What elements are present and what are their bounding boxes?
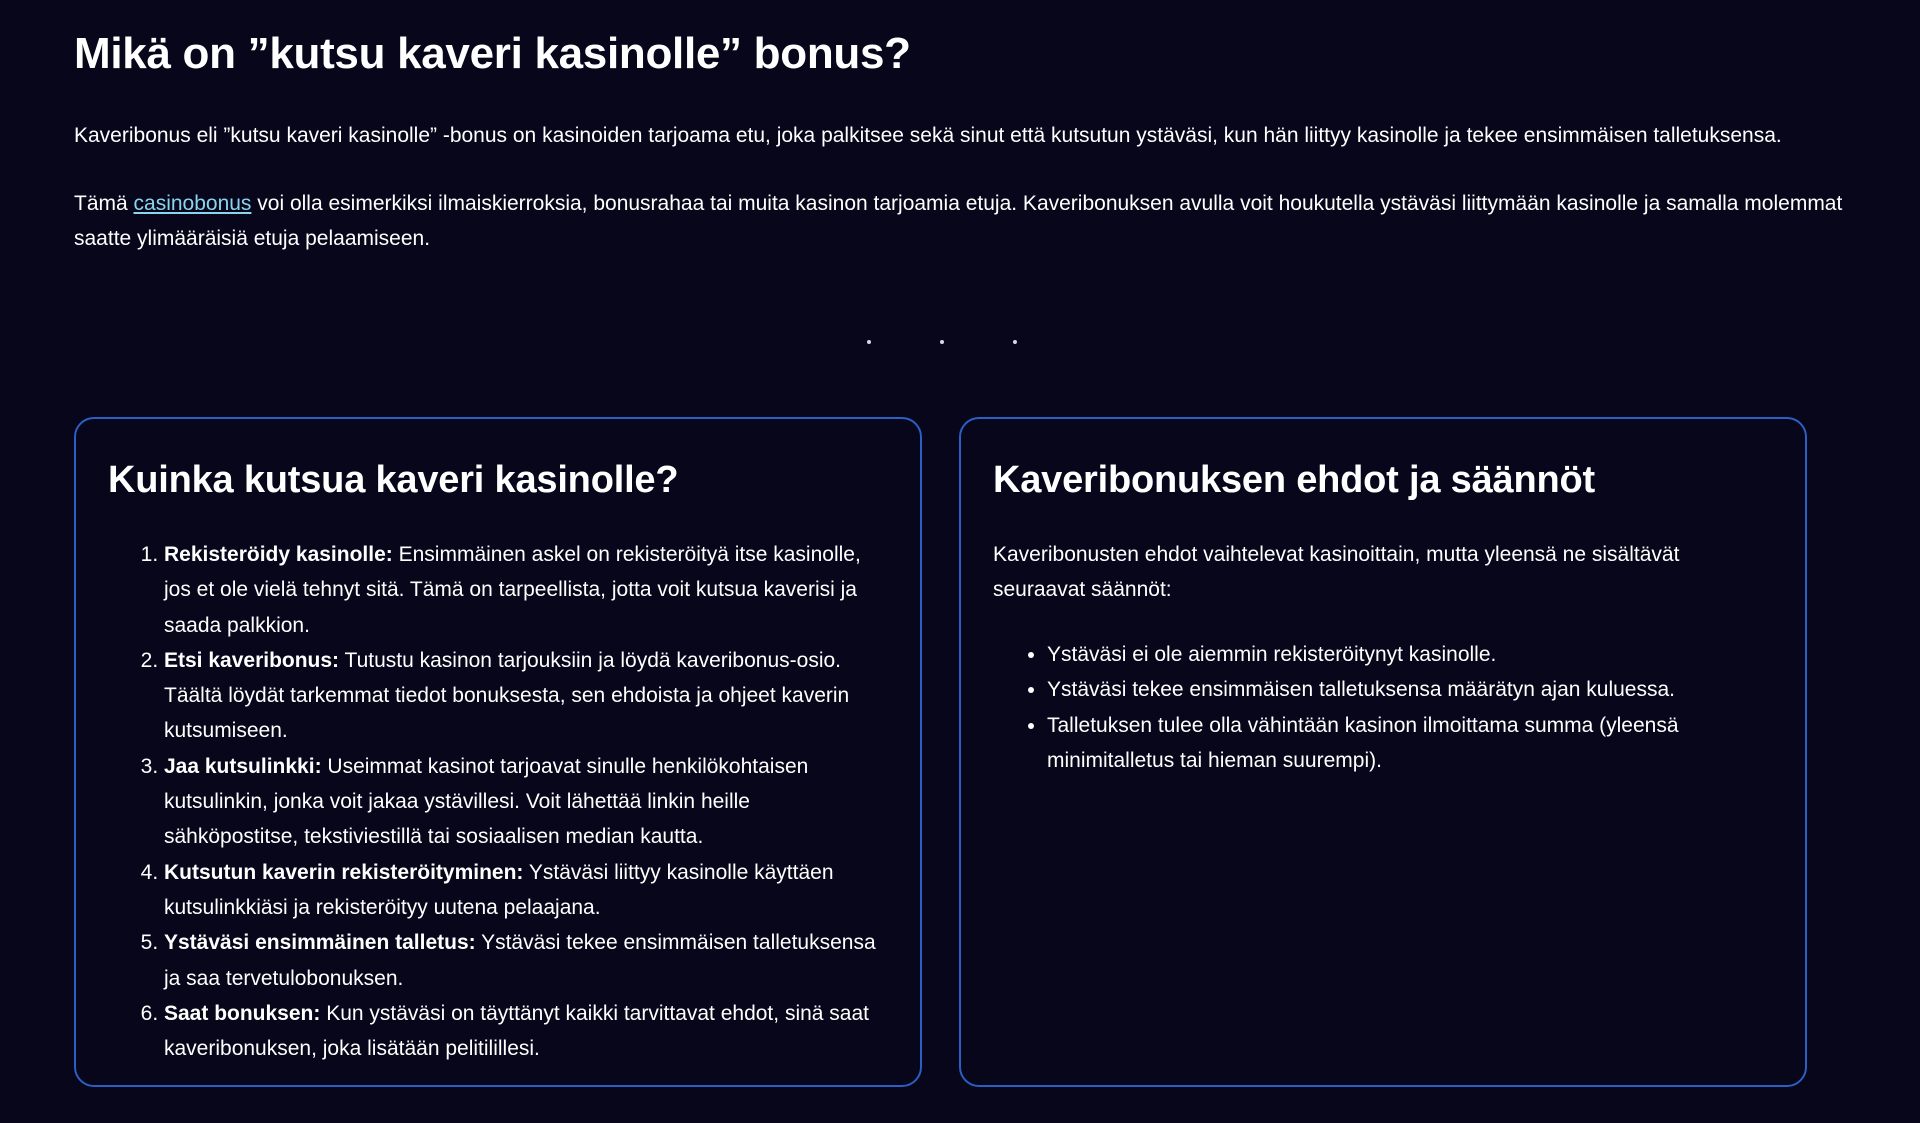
- carousel-dots: [74, 340, 1846, 356]
- step-text: Useimmat kasinot tarjoavat sinulle henkilökohtaisen kutsulinkin, jonka voit jakaa ystävillesi. Voit lähettää linkin heille sähköpostitse, tekstiviestillä tai sosiaalisen median kautta.: [164, 754, 809, 849]
- step-label: Jaa kutsulinkki:: [164, 754, 322, 778]
- bonus-terms-description: Kaveribonusten ehdot vaihtelevat kasinoittain, mutta yleensä ne sisältävät seuraavat säännöt:: [993, 543, 1680, 601]
- step-label: Ystäväsi ensimmäinen talletus:: [164, 931, 476, 955]
- step-text: Ystäväsi tekee ensimmäisen talletuksensa ja saa tervetulobonuksen.: [164, 931, 876, 990]
- step-label: Rekisteröidy kasinolle:: [164, 543, 393, 566]
- list-item: [164, 855, 890, 926]
- list-item: [164, 749, 890, 855]
- page-title: Mikä on ”kutsu kaveri kasinolle” bonus?: [74, 29, 911, 78]
- list-item: • Ystäväsi ei ole aiemmin rekisteröitynyt kasinolle.: [1047, 637, 1765, 672]
- step-text: Kun ystäväsi on täyttänyt kaikki tarvittavat ehdot, sinä saat kaveribonuksen, joka lisätään pelitilillesi.: [164, 1001, 869, 1061]
- carousel-dot[interactable]: [1013, 340, 1017, 344]
- step-label: Saat bonuksen:: [164, 1001, 321, 1025]
- how-to-invite-card: [74, 417, 922, 1087]
- step-label: Kutsutun kaverin rekisteröityminen:: [164, 860, 524, 884]
- intro-paragraph-2-end: voi olla esimerkiksi ilmaiskierroksia, bonusrahaa tai muita kasinon tarjoamia etuja. Kaveribonuksen avulla voit houkutella ystäväsi liittymään kasinolle ja samalla molemmat saatte ylimääräisiä etuja pelaamiseen.: [74, 192, 1843, 250]
- intro-section: [74, 118, 1846, 256]
- intro-paragraph-1: Kaveribonus eli ”kutsu kaveri kasinolle” -bonus on kasinoiden tarjoama etu, joka palkitsee sekä sinut että kutsutun ystäväsi, kun hän liittyy kasinolle ja tekee ensimmäisen talletuksensa.: [74, 124, 1782, 147]
- step-label: Etsi kaveribonus:: [164, 648, 340, 672]
- list-item: • Ystäväsi tekee ensimmäisen talletuksensa määrätyn ajan kuluessa.: [1047, 672, 1765, 707]
- step-text: Tutustu kasinon tarjouksiin ja löydä kaveribonus-osio. Täältä löydät tarkemmat tiedot bonuksesta, sen ehdoista ja ohjeet kaverin kutsumiseen.: [164, 648, 850, 743]
- intro-paragraph-2: [74, 186, 1846, 256]
- list-item: [164, 643, 890, 749]
- intro-paragraph-2-start: Tämä: [74, 192, 134, 215]
- list-item: [164, 925, 890, 996]
- bonus-rules-list: [993, 637, 1765, 778]
- bonus-terms-title: Kaveribonuksen ehdot ja säännöt: [993, 459, 1595, 501]
- carousel-dot[interactable]: [940, 340, 944, 344]
- step-text: Ensimmäinen askel on rekisteröityä itse kasinolle, jos et ole vielä tehnyt sitä. Tämä on tarpeellista, jotta voit kutsua kaverisi ja saada palkkion.: [164, 543, 861, 637]
- casinobonus-link[interactable]: casinobonus: [133, 192, 252, 215]
- main-content: [74, 0, 1846, 1061]
- how-to-invite-title: Kuinka kutsua kaveri kasinolle?: [108, 459, 679, 501]
- bonus-terms-card: [959, 417, 1807, 1087]
- list-item: [164, 996, 890, 1067]
- invite-steps-list: [108, 537, 890, 1066]
- step-text: Ystäväsi liittyy kasinolle käyttäen kutsulinkkiäsi ja rekisteröityy uutena pelaajana.: [164, 860, 834, 919]
- carousel-dot[interactable]: [867, 340, 871, 344]
- list-item: [164, 537, 890, 643]
- list-item: • Talletuksen tulee olla vähintään kasinon ilmoittama summa (yleensä minimitalletus tai hieman suurempi).: [1047, 708, 1765, 779]
